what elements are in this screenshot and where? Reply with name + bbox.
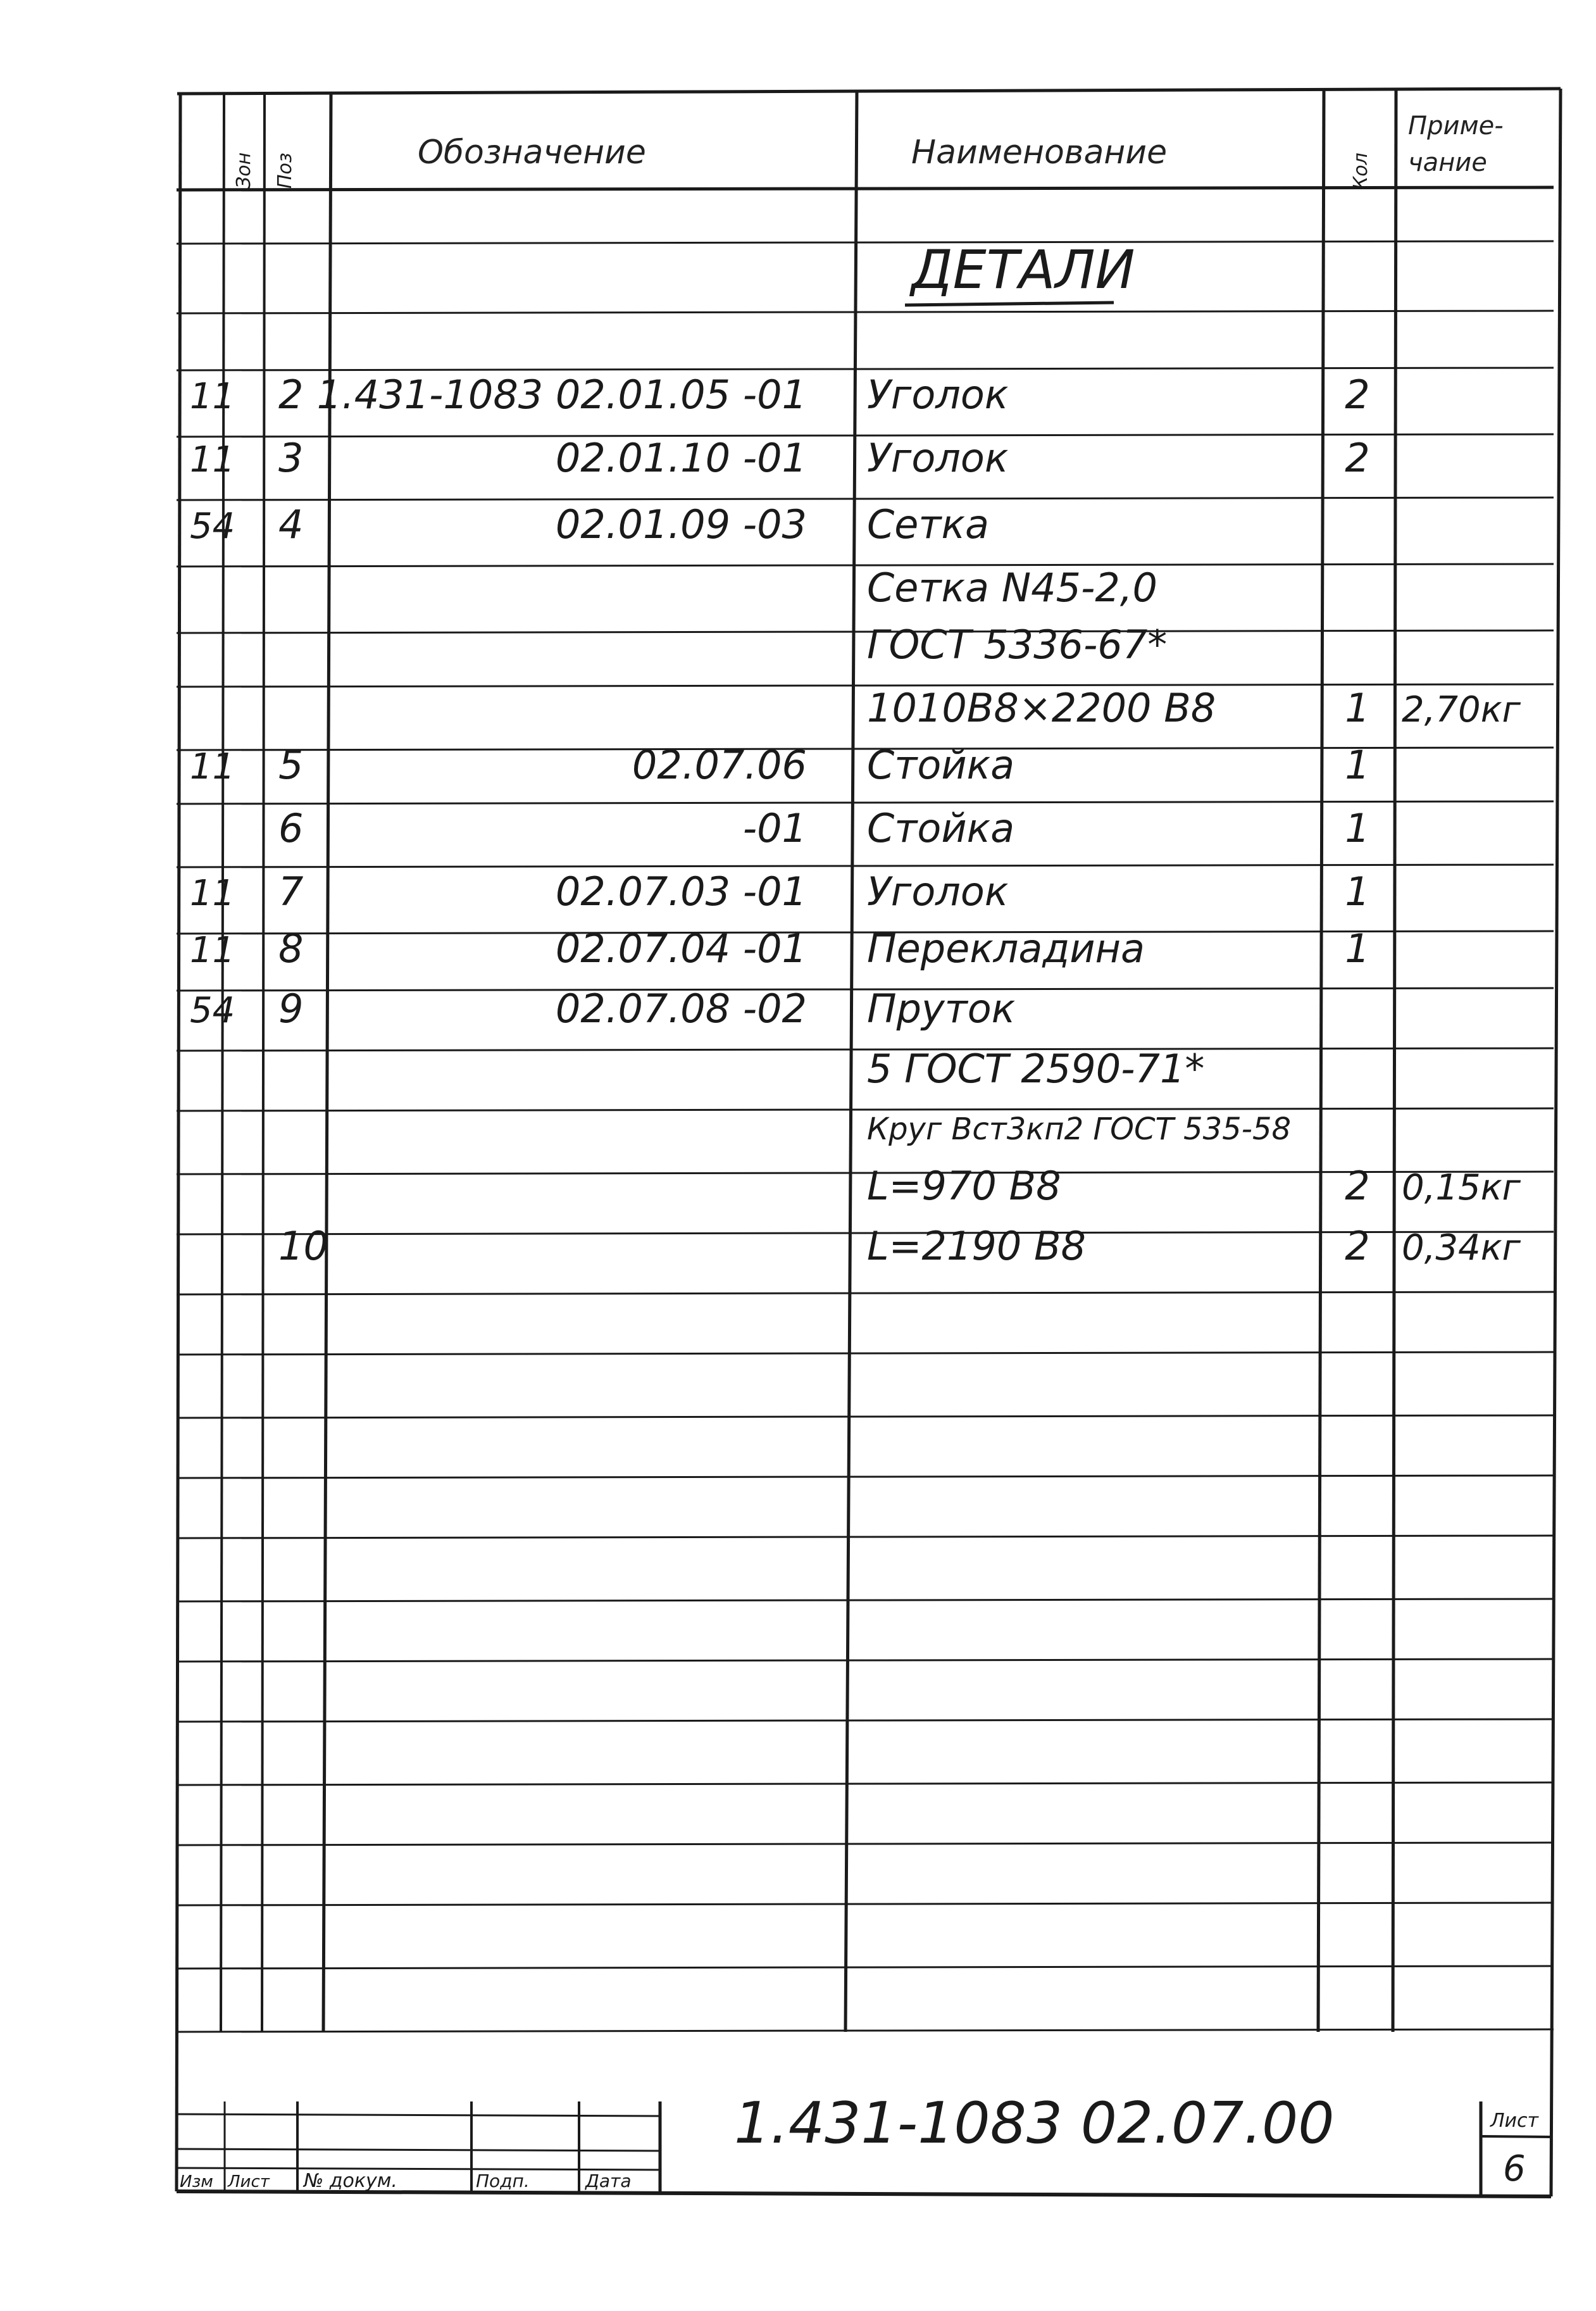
header-zone: Зон (233, 152, 255, 189)
table-row-line (177, 1108, 1554, 1111)
table-row-line (177, 1843, 1554, 1845)
row-quantity: 1 (1345, 868, 1370, 915)
table-row-line (177, 498, 1554, 500)
label-date: Дата (585, 2170, 632, 2191)
row-name: ГОСТ 5336-67* (867, 622, 1168, 668)
row-name: Стойка (867, 805, 1015, 851)
row-name: Перекладина (867, 925, 1145, 972)
row-name: Стойка (867, 742, 1015, 788)
row-name: Уголок (867, 868, 1009, 915)
section-title: ДЕТАЛИ (911, 239, 1135, 301)
row-quantity: 1 (1345, 685, 1370, 731)
table-row-line (177, 1415, 1554, 1418)
row-quantity: 2 (1345, 1163, 1370, 1209)
row-name: Сетка (867, 501, 989, 548)
row-designation: 02.07.04 -01 (555, 925, 807, 972)
header-name: Наименование (911, 134, 1168, 172)
table-row-line (177, 2029, 1554, 2032)
row-name: Уголок (867, 435, 1009, 481)
row-name: Уголок (867, 372, 1009, 418)
row-position: 2 (278, 372, 304, 418)
label-doc-number: № докум. (304, 2170, 397, 2192)
row-name: 5 ГОСТ 2590-71* (867, 1046, 1205, 1092)
table-row-line (177, 865, 1554, 867)
table-row-line (177, 1659, 1554, 1662)
table-row-line (177, 1903, 1554, 1905)
row-quantity: 1 (1345, 742, 1370, 788)
row-position: 6 (278, 805, 304, 851)
sheet-number: 6 (1503, 2148, 1526, 2189)
row-zone: 11 (190, 376, 235, 417)
row-note: 2,70кг (1402, 689, 1521, 730)
header-note-line1: Приме- (1408, 111, 1504, 141)
row-position: 8 (278, 925, 304, 972)
table-row-line (177, 801, 1554, 804)
row-name: Сетка N45-2,0 (867, 565, 1157, 611)
row-position: 5 (278, 742, 304, 788)
row-note: 0,15кг (1402, 1167, 1521, 1208)
row-name: L=2190 В8 (867, 1223, 1086, 1269)
table-row-line (177, 187, 1554, 190)
row-zone: 54 (190, 506, 235, 547)
row-quantity: 2 (1345, 1223, 1370, 1269)
table-row-line (177, 1048, 1554, 1051)
row-zone: 11 (190, 746, 235, 787)
row-designation: 02.07.08 -02 (555, 986, 807, 1032)
row-name: L=970 В8 (867, 1163, 1061, 1209)
table-row-line (177, 1475, 1554, 1478)
label-sheet: Лист (228, 2172, 270, 2191)
row-position: 3 (278, 435, 304, 481)
row-quantity: 2 (1345, 372, 1370, 418)
table-row-line (177, 1966, 1554, 1969)
row-position: 9 (278, 986, 304, 1032)
label-change: Изм (180, 2172, 213, 2191)
sheet-label: Лист (1490, 2110, 1539, 2132)
table-header (233, 111, 1504, 190)
row-quantity: 1 (1345, 925, 1370, 972)
table-row-line (177, 1599, 1554, 1601)
table-row-line (177, 988, 1554, 991)
row-designation: 02.01.09 -03 (555, 501, 807, 548)
row-designation: 02.07.03 -01 (555, 868, 807, 915)
table-row-line (177, 1782, 1554, 1785)
row-position: 7 (278, 868, 304, 915)
row-name: 1010В8×2200 В8 (867, 685, 1216, 731)
table-row-line (177, 241, 1554, 244)
title-block-labels (180, 2170, 632, 2192)
table-row-line (177, 1719, 1554, 1722)
section-title-underline (905, 303, 1114, 305)
table-row-line (177, 1352, 1554, 1355)
table-row-line (177, 564, 1554, 567)
row-designation: 02.07.06 (632, 742, 807, 788)
header-qty: Кол (1350, 153, 1372, 190)
row-designation: 1.431-1083 02.01.05 -01 (316, 372, 807, 418)
table-row-line (177, 630, 1554, 633)
label-signature: Подп. (476, 2170, 530, 2191)
row-zone: 11 (190, 873, 235, 914)
table-row-line (177, 368, 1554, 370)
row-zone: 11 (190, 439, 235, 480)
header-designation: Обозначение (418, 134, 646, 172)
row-note: 0,34кг (1402, 1227, 1521, 1268)
document-number: 1.431-1083 02.07.00 (734, 2090, 1335, 2157)
row-zone: 54 (190, 990, 235, 1031)
row-quantity: 1 (1345, 805, 1370, 851)
row-position: 4 (278, 501, 304, 548)
table-row-line (177, 1536, 1554, 1538)
row-zone: 11 (190, 930, 235, 971)
row-quantity: 2 (1345, 435, 1370, 481)
header-pos: Поз (274, 153, 296, 189)
row-designation: -01 (742, 805, 807, 851)
row-position: 10 (278, 1223, 328, 1269)
table-row-line (177, 311, 1554, 313)
row-name: Круг Вст3кп2 ГОСТ 535-58 (867, 1112, 1292, 1147)
row-name: Пруток (867, 986, 1016, 1032)
row-designation: 02.01.10 -01 (555, 435, 807, 481)
header-note-line2: чание (1408, 148, 1487, 177)
table-row-line (177, 1292, 1554, 1294)
